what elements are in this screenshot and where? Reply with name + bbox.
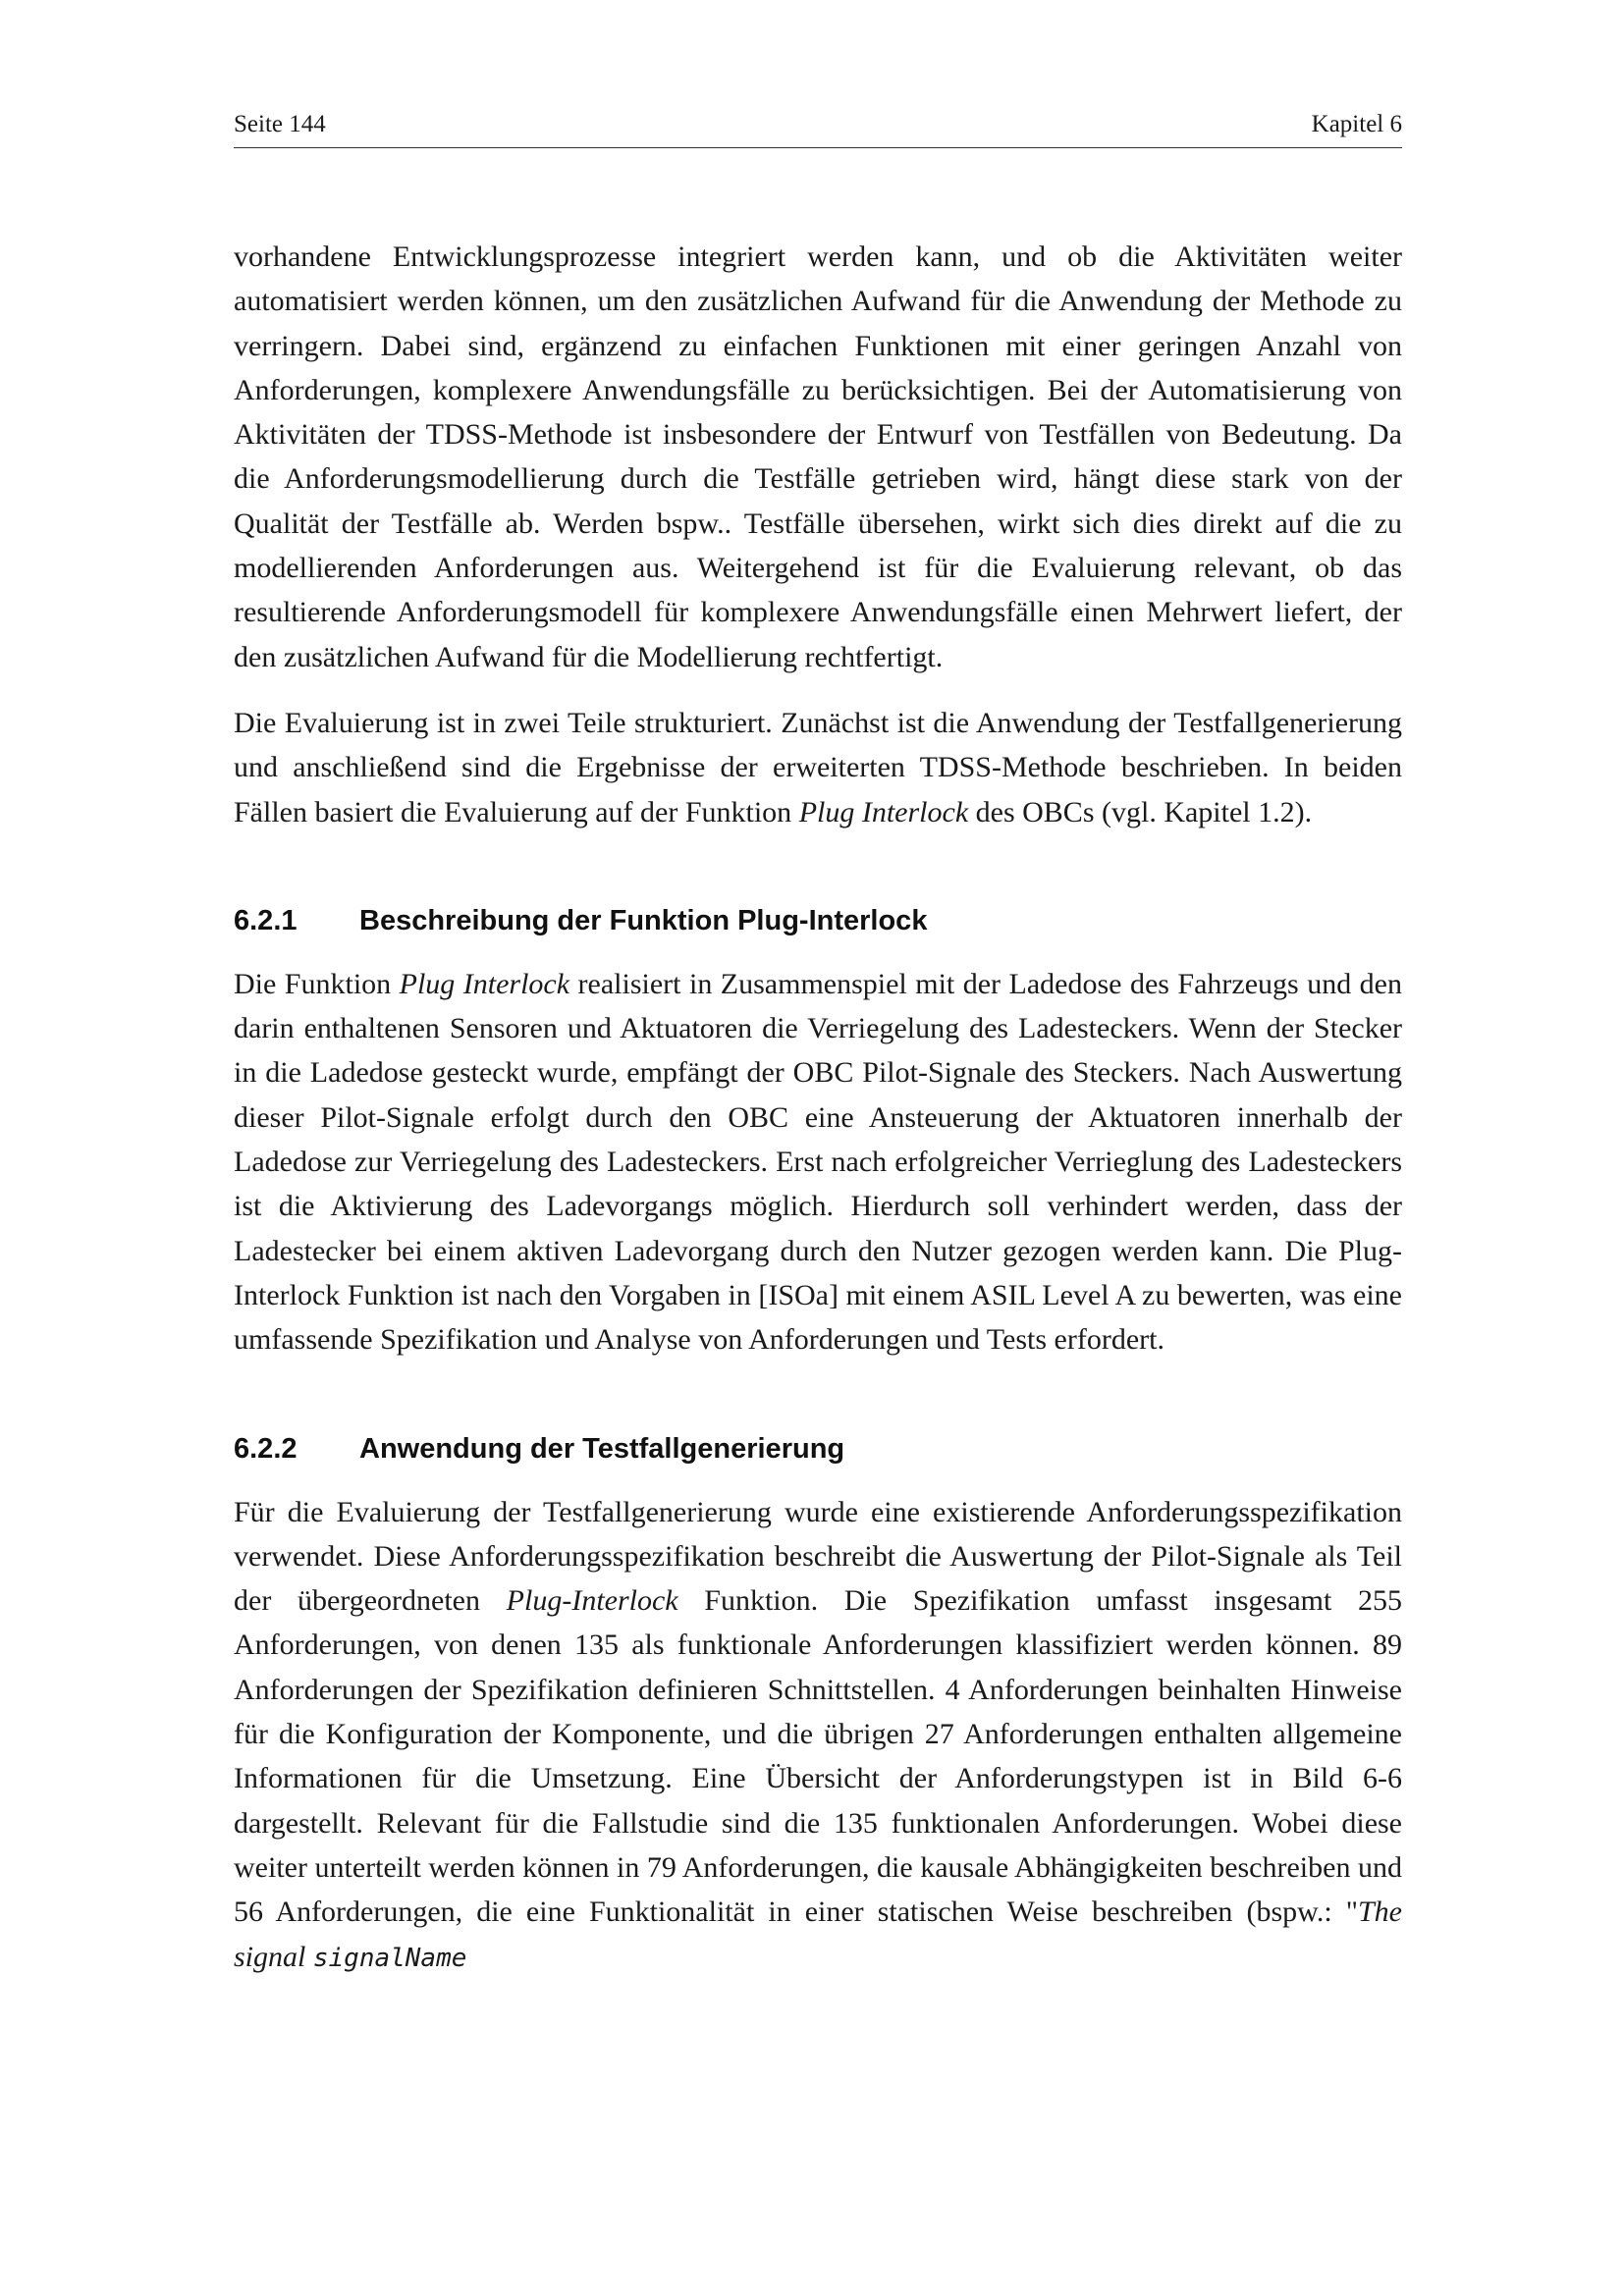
text-run: Die Evaluierung ist in zwei Teile strukturiert. Zunächst ist die Anwendung der Testfallgenerierung und anschließend sind die Ergebnisse der erweiterten TDSS-Methode beschrieben. In beiden Fällen basiert die Evaluierung auf der Funktion bbox=[234, 706, 1402, 828]
section-title: Beschreibung der Funktion Plug-Interlock bbox=[359, 904, 928, 936]
section-number: 6.2.1 bbox=[234, 904, 298, 936]
paragraph-testcase-generation bbox=[234, 1490, 1402, 1981]
section-title: Anwendung der Testfallgenerierung bbox=[359, 1432, 845, 1465]
signal-name-code: signalName bbox=[312, 1943, 467, 1973]
text-run: des OBCs (vgl. Kapitel 1.2). bbox=[968, 795, 1313, 828]
chapter-label: Kapitel 6 bbox=[1311, 111, 1402, 137]
text-run: Für die Evaluierung der Testfallgenerierung wurde eine existierende Anforderungsspezifikation verwendet. Diese Anforderungsspezifikation beschreibt die Auswertung der Pilot-Signale als Teil der übergeordneten bbox=[234, 1495, 1402, 1618]
quoted-example-emphasis: The signal bbox=[234, 1896, 1402, 1973]
section-number: 6.2.2 bbox=[234, 1432, 298, 1465]
section-heading-6-2-1 bbox=[234, 903, 1402, 938]
running-header bbox=[234, 110, 1402, 148]
function-name-emphasis: Plug Interlock bbox=[798, 795, 969, 828]
paragraph-plug-interlock-description bbox=[234, 962, 1402, 1362]
text-run: realisiert in Zusammenspiel mit der Ladedose des Fahrzeugs und den darin enthaltenen Sensoren und Aktuatoren die Verriegelung des Ladesteckers. Wenn der Stecker in die Ladedose gesteckt wurde, empfängt der OBC Pilot-Signale des Steckers. Nach Auswertung dieser Pilot-Signale erfolgt durch den OBC eine Ansteuerung der Aktuatoren innerhalb der Ladedose zur Verriegelung des Ladesteckers. Erst nach erfolgreicher Verrieglung des Ladesteckers ist die Aktivierung des Ladevorgangs möglich. Hierdurch soll verhindert werden, dass der Ladestecker bei einem aktiven Ladevorgang durch den Nutzer gezogen werden kann. Die Plug-Interlock Funktion ist nach den Vorgaben in [ISOa] mit einem ASIL Level A zu bewerten, was eine umfassende Spezifikation und Analyse von Anforderungen und Tests erfordert. bbox=[234, 967, 1402, 1357]
paragraph-intro-continuation: vorhandene Entwicklungsprozesse integriert werden kann, und ob die Aktivitäten weiter automatisiert werden können, um den zusätzlichen Aufwand für die Anwendung der Methode zu verringern. Dabei sind, ergänzend zu einfachen Funktionen mit einer geringen Anzahl von Anforderungen, komplexere Anwendungsfälle zu berücksichtigen. Bei der Automatisierung von Aktivitäten der TDSS-Methode ist insbesondere der Entwurf von Testfällen von Bedeutung. Da die Anforderungsmodellierung durch die Testfälle getrieben wird, hängt diese stark von der Qualität der Testfälle ab. Werden bspw.. Testfälle übersehen, wirkt sich dies direkt auf die zu modellierenden Anforderungen aus. Weitergehend ist für die Evaluierung relevant, ob das resultierende Anforderungsmodell für komplexere Anwendungsfälle einen Mehrwert liefert, der den zusätzlichen Aufwand für die Modellierung rechtfertigt. bbox=[234, 240, 1402, 673]
body-text bbox=[234, 235, 1402, 1981]
paragraph-evaluation-structure bbox=[234, 701, 1402, 834]
text-run: Funktion. Die Spezifikation umfasst insgesamt 255 Anforderungen, von denen 135 als funktionale Anforderungen klassifiziert werden können. 89 Anforderungen der Spezifikation definieren Schnittstellen. 4 Anforderungen beinhalten Hinweise für die Konfiguration der Komponente, und die übrigen 27 Anforderungen enthalten allgemeine Informationen für die Umsetzung. Eine Übersicht der Anforderungstypen ist in Bild 6-6 dargestellt. Relevant für die Fallstudie sind die 135 funktionalen Anforderungen. Wobei diese weiter unterteilt werden können in 79 Anforderungen, die kausale Abhängigkeiten beschreiben und 56 Anforderungen, die eine Funktionalität in einer statischen Weise beschreiben (bspw.: " bbox=[234, 1584, 1402, 1929]
page-number: Seite 144 bbox=[234, 111, 326, 137]
section-heading-6-2-2 bbox=[234, 1431, 1402, 1467]
text-run: Die Funktion bbox=[234, 967, 400, 1000]
function-name-emphasis: Plug-Interlock bbox=[506, 1584, 678, 1618]
function-name-emphasis: Plug Interlock bbox=[399, 967, 570, 1000]
